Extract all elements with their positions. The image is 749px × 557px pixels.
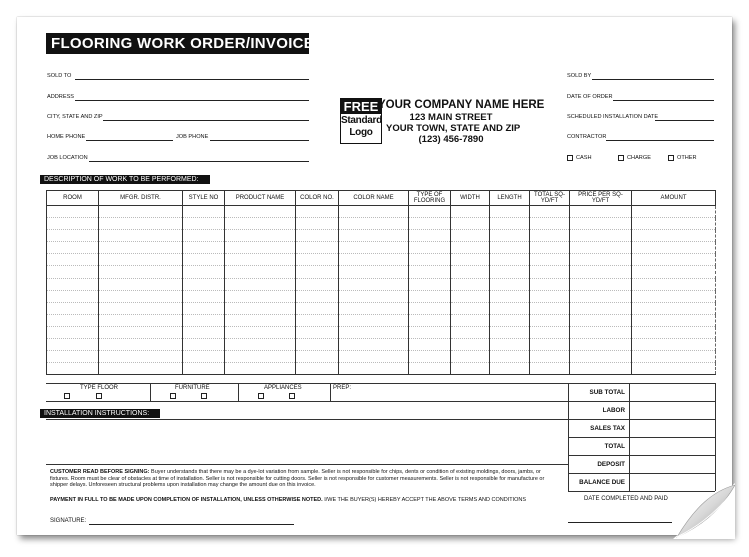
table-cell[interactable] <box>632 351 716 363</box>
table-cell[interactable] <box>530 278 570 290</box>
table-cell[interactable] <box>570 266 632 278</box>
table-cell[interactable] <box>183 351 225 363</box>
table-row <box>47 314 716 326</box>
appliances-label: APPLIANCES <box>264 385 302 391</box>
table-row <box>47 266 716 278</box>
table-cell[interactable] <box>99 242 183 254</box>
sold-to-field[interactable] <box>75 79 309 80</box>
table-cell[interactable] <box>47 351 99 363</box>
installation-rule-1 <box>46 419 568 420</box>
furniture-label: FURNITURE <box>175 385 210 391</box>
type-floor-checkbox-1[interactable] <box>64 393 70 399</box>
table-cell[interactable] <box>99 266 183 278</box>
table-cell[interactable] <box>632 314 716 326</box>
table-cell[interactable] <box>296 254 339 266</box>
table-cell[interactable] <box>570 230 632 242</box>
table-cell[interactable] <box>451 363 490 375</box>
logo-standard-line1: Standard <box>341 115 382 126</box>
table-cell[interactable] <box>409 242 451 254</box>
table-cell[interactable] <box>490 351 530 363</box>
company-name: YOUR COMPANY NAME HERE <box>378 99 545 111</box>
table-cell[interactable] <box>570 254 632 266</box>
table-cell[interactable] <box>339 242 409 254</box>
table-cell[interactable] <box>490 254 530 266</box>
furniture-checkbox-1[interactable] <box>170 393 176 399</box>
table-cell[interactable] <box>570 206 632 218</box>
table-cell[interactable] <box>530 326 570 338</box>
table-cell[interactable] <box>632 339 716 351</box>
table-cell[interactable] <box>530 290 570 302</box>
table-cell[interactable] <box>99 314 183 326</box>
table-cell[interactable] <box>570 351 632 363</box>
table-cell[interactable] <box>451 290 490 302</box>
table-cell[interactable] <box>296 278 339 290</box>
date-completed-label: DATE COMPLETED AND PAID <box>584 496 668 502</box>
table-cell[interactable] <box>183 266 225 278</box>
options-divider-1 <box>150 383 151 401</box>
totals-rule-3 <box>568 437 715 438</box>
table-cell[interactable] <box>570 339 632 351</box>
table-cell[interactable] <box>99 230 183 242</box>
table-cell[interactable] <box>296 314 339 326</box>
page-curl-icon <box>673 483 735 539</box>
table-cell[interactable] <box>451 302 490 314</box>
table-cell[interactable] <box>409 266 451 278</box>
table-cell[interactable] <box>632 278 716 290</box>
table-cell[interactable] <box>451 278 490 290</box>
col-mfgr-distr: MFGR. DISTR. <box>99 191 183 206</box>
table-cell[interactable] <box>451 254 490 266</box>
date-of-order-field[interactable] <box>613 100 714 101</box>
payment-heading: PAYMENT IN FULL TO BE MADE UPON COMPLETION OF INSTALLATION, UNLESS OTHERWISE NOTED. <box>50 497 323 503</box>
table-cell[interactable] <box>490 230 530 242</box>
table-cell[interactable] <box>451 266 490 278</box>
job-location-label: JOB LOCATION <box>47 155 88 161</box>
table-cell[interactable] <box>530 230 570 242</box>
options-top-rule <box>46 383 715 384</box>
table-row <box>47 218 716 230</box>
table-cell[interactable] <box>490 266 530 278</box>
job-location-field[interactable] <box>89 161 309 162</box>
prep-label: PREP: <box>333 385 352 391</box>
cash-label: CASH <box>576 155 592 161</box>
table-cell[interactable] <box>47 242 99 254</box>
table-cell[interactable] <box>490 218 530 230</box>
table-cell[interactable] <box>570 242 632 254</box>
city-state-zip-label: CITY, STATE AND ZIP <box>47 114 103 120</box>
total-label: TOTAL <box>604 443 625 450</box>
logo-standard-line2: Logo <box>349 127 373 138</box>
table-cell[interactable] <box>99 218 183 230</box>
totals-rule-2 <box>568 419 715 420</box>
table-cell[interactable] <box>296 326 339 338</box>
table-cell[interactable] <box>530 266 570 278</box>
table-cell[interactable] <box>99 339 183 351</box>
table-cell[interactable] <box>451 326 490 338</box>
table-cell[interactable] <box>339 363 409 375</box>
table-row <box>47 278 716 290</box>
cash-checkbox[interactable] <box>567 155 573 161</box>
table-cell[interactable] <box>490 339 530 351</box>
table-cell[interactable] <box>99 326 183 338</box>
table-cell[interactable] <box>183 206 225 218</box>
table-cell[interactable] <box>339 351 409 363</box>
table-cell[interactable] <box>339 206 409 218</box>
table-cell[interactable] <box>47 326 99 338</box>
contractor-label: CONTRACTOR <box>567 134 607 140</box>
table-cell[interactable] <box>183 302 225 314</box>
scheduled-installation-field[interactable] <box>655 120 714 121</box>
table-cell[interactable] <box>225 242 296 254</box>
table-cell[interactable] <box>570 314 632 326</box>
appliances-checkbox-2[interactable] <box>289 393 295 399</box>
options-divider-2 <box>238 383 239 401</box>
col-type-of-flooring: TYPE OF FLOORING <box>409 191 451 206</box>
table-cell[interactable] <box>490 302 530 314</box>
table-cell[interactable] <box>632 290 716 302</box>
table-cell[interactable] <box>339 266 409 278</box>
col-amount: AMOUNT <box>632 191 716 206</box>
table-row <box>47 326 716 338</box>
table-cell[interactable] <box>183 218 225 230</box>
col-style-no: STYLE NO <box>183 191 225 206</box>
table-cell[interactable] <box>409 278 451 290</box>
options-bottom-rule <box>46 401 568 402</box>
charge-checkbox[interactable] <box>618 155 624 161</box>
table-cell[interactable] <box>632 266 716 278</box>
table-cell[interactable] <box>451 230 490 242</box>
date-completed-field[interactable] <box>568 522 672 523</box>
city-state-zip-field[interactable] <box>103 120 309 121</box>
table-cell[interactable] <box>530 218 570 230</box>
table-cell[interactable] <box>530 242 570 254</box>
table-row <box>47 230 716 242</box>
table-cell[interactable] <box>47 339 99 351</box>
company-block <box>378 98 545 145</box>
totals-rule-1 <box>568 401 715 402</box>
installation-rule-2 <box>46 464 568 465</box>
type-floor-label: TYPE FLOOR <box>80 385 119 391</box>
table-cell[interactable] <box>530 254 570 266</box>
sales-tax-label: SALES TAX <box>590 425 625 432</box>
table-cell[interactable] <box>47 254 99 266</box>
table-cell[interactable] <box>339 254 409 266</box>
table-row <box>47 290 716 302</box>
table-cell[interactable] <box>296 206 339 218</box>
table-cell[interactable] <box>632 230 716 242</box>
work-table-header <box>47 191 716 206</box>
table-cell[interactable] <box>570 278 632 290</box>
table-cell[interactable] <box>183 230 225 242</box>
table-cell[interactable] <box>409 326 451 338</box>
table-cell[interactable] <box>183 242 225 254</box>
table-cell[interactable] <box>183 339 225 351</box>
table-cell[interactable] <box>570 302 632 314</box>
furniture-checkbox-2[interactable] <box>201 393 207 399</box>
table-cell[interactable] <box>183 278 225 290</box>
table-cell[interactable] <box>570 363 632 375</box>
table-cell[interactable] <box>339 314 409 326</box>
table-cell[interactable] <box>530 206 570 218</box>
table-cell[interactable] <box>225 302 296 314</box>
address-field[interactable] <box>75 100 309 101</box>
table-cell[interactable] <box>339 230 409 242</box>
payment-text: I/WE THE BUYER(S) HEREBY ACCEPT THE ABOVE TERMS AND CONDITIONS <box>324 497 527 503</box>
col-color-name: COLOR NAME <box>339 191 409 206</box>
table-cell[interactable] <box>225 351 296 363</box>
company-town: YOUR TOWN, STATE AND ZIP <box>386 123 521 134</box>
home-phone-label: HOME PHONE <box>47 134 86 140</box>
table-cell[interactable] <box>47 363 99 375</box>
table-cell[interactable] <box>99 351 183 363</box>
table-cell[interactable] <box>225 339 296 351</box>
table-row <box>47 302 716 314</box>
table-cell[interactable] <box>632 206 716 218</box>
table-cell[interactable] <box>490 314 530 326</box>
sold-by-field[interactable] <box>592 79 714 80</box>
standard-logo <box>340 98 382 144</box>
table-row <box>47 339 716 351</box>
table-cell[interactable] <box>296 290 339 302</box>
table-cell[interactable] <box>339 339 409 351</box>
col-color-no: COLOR NO. <box>296 191 339 206</box>
job-phone-label: JOB PHONE <box>176 134 209 140</box>
table-cell[interactable] <box>339 326 409 338</box>
job-phone-field[interactable] <box>210 140 309 141</box>
customer-read-body: Buyer understands that there may be a dye-lot variation from sample. Seller is not responsible for chips, dents or condition of existing moldings, doors, jambs, or fixtures. Room must be clear of obstacles at time of installation. Seller is not responsible for cutting doors. Seller is not responsible for customer measurements. Seller is not responsible for manufacture or shipper delays. Unforeseen structural problems upon installation may change the amount due on this invoice. <box>50 469 545 489</box>
address-label: ADDRESS <box>47 94 75 100</box>
logo-standard-text <box>341 115 381 139</box>
table-cell[interactable] <box>409 230 451 242</box>
table-cell[interactable] <box>409 218 451 230</box>
form-title: FLOORING WORK ORDER/INVOICE <box>46 33 309 54</box>
table-cell[interactable] <box>225 266 296 278</box>
table-cell[interactable] <box>530 302 570 314</box>
table-cell[interactable] <box>570 290 632 302</box>
table-cell[interactable] <box>47 218 99 230</box>
totals-rule-5 <box>568 473 715 474</box>
table-cell[interactable] <box>451 218 490 230</box>
table-cell[interactable] <box>530 363 570 375</box>
home-phone-field[interactable] <box>86 140 173 141</box>
table-row <box>47 242 716 254</box>
table-cell[interactable] <box>632 242 716 254</box>
table-cell[interactable] <box>339 218 409 230</box>
table-cell[interactable] <box>530 339 570 351</box>
deposit-label: DEPOSIT <box>597 461 625 468</box>
table-row <box>47 351 716 363</box>
table-cell[interactable] <box>47 230 99 242</box>
table-cell[interactable] <box>296 363 339 375</box>
table-cell[interactable] <box>99 278 183 290</box>
table-cell[interactable] <box>225 290 296 302</box>
labor-label: LABOR <box>602 407 625 414</box>
totals-right-border <box>715 383 716 491</box>
table-cell[interactable] <box>490 242 530 254</box>
table-cell[interactable] <box>339 278 409 290</box>
table-cell[interactable] <box>225 254 296 266</box>
logo-free-text: FREE <box>341 99 381 114</box>
col-total-sq: TOTAL SQ-YD/FT <box>530 191 570 206</box>
table-cell[interactable] <box>99 254 183 266</box>
table-cell[interactable] <box>296 339 339 351</box>
table-cell[interactable] <box>47 290 99 302</box>
table-cell[interactable] <box>530 314 570 326</box>
table-cell[interactable] <box>632 363 716 375</box>
table-cell[interactable] <box>47 206 99 218</box>
table-cell[interactable] <box>47 302 99 314</box>
other-label: OTHER <box>677 155 697 161</box>
table-cell[interactable] <box>451 206 490 218</box>
table-cell[interactable] <box>99 363 183 375</box>
table-cell[interactable] <box>409 290 451 302</box>
table-cell[interactable] <box>570 326 632 338</box>
table-cell[interactable] <box>47 266 99 278</box>
customer-read-text <box>50 469 560 489</box>
col-length: LENGTH <box>490 191 530 206</box>
installation-section-label: INSTALLATION INSTRUCTIONS: <box>40 409 160 418</box>
table-row <box>47 363 716 375</box>
table-cell[interactable] <box>183 290 225 302</box>
sold-to-label: SOLD TO <box>47 73 72 79</box>
table-cell[interactable] <box>490 363 530 375</box>
table-cell[interactable] <box>47 314 99 326</box>
contractor-field[interactable] <box>606 140 714 141</box>
col-price-per-sq: PRICE PER SQ-YD/FT <box>570 191 632 206</box>
col-room: ROOM <box>47 191 99 206</box>
table-cell[interactable] <box>570 218 632 230</box>
table-cell[interactable] <box>490 326 530 338</box>
table-cell[interactable] <box>225 230 296 242</box>
table-cell[interactable] <box>451 314 490 326</box>
customer-read-heading: CUSTOMER READ BEFORE SIGNING: <box>50 469 150 475</box>
table-cell[interactable] <box>409 339 451 351</box>
table-cell[interactable] <box>296 230 339 242</box>
table-cell[interactable] <box>451 339 490 351</box>
table-cell[interactable] <box>530 351 570 363</box>
table-cell[interactable] <box>490 278 530 290</box>
table-cell[interactable] <box>409 206 451 218</box>
table-cell[interactable] <box>409 254 451 266</box>
table-row <box>47 206 716 218</box>
scheduled-installation-label: SCHEDULED INSTALLATION DATE <box>567 114 659 120</box>
table-cell[interactable] <box>409 314 451 326</box>
table-cell[interactable] <box>225 218 296 230</box>
table-cell[interactable] <box>451 242 490 254</box>
company-street: 123 MAIN STREET <box>409 112 493 123</box>
table-cell[interactable] <box>225 206 296 218</box>
signature-field[interactable] <box>89 524 294 525</box>
options-divider-3 <box>330 383 331 401</box>
table-cell[interactable] <box>225 278 296 290</box>
company-phone: (123) 456-7890 <box>418 134 484 145</box>
work-table <box>46 190 716 375</box>
table-cell[interactable] <box>632 218 716 230</box>
table-cell[interactable] <box>183 314 225 326</box>
table-cell[interactable] <box>296 302 339 314</box>
table-cell[interactable] <box>225 314 296 326</box>
table-cell[interactable] <box>409 363 451 375</box>
table-cell[interactable] <box>296 266 339 278</box>
col-product-name: PRODUCT NAME <box>225 191 296 206</box>
other-checkbox[interactable] <box>668 155 674 161</box>
appliances-checkbox-1[interactable] <box>258 393 264 399</box>
col-width: WIDTH <box>451 191 490 206</box>
type-floor-checkbox-2[interactable] <box>96 393 102 399</box>
table-cell[interactable] <box>490 206 530 218</box>
totals-rule-4 <box>568 455 715 456</box>
subtotal-label: SUB TOTAL <box>589 389 625 396</box>
table-cell[interactable] <box>409 351 451 363</box>
date-of-order-label: DATE OF ORDER <box>567 94 613 100</box>
table-cell[interactable] <box>183 254 225 266</box>
table-cell[interactable] <box>225 326 296 338</box>
table-cell[interactable] <box>409 302 451 314</box>
sold-by-label: SOLD BY <box>567 73 592 79</box>
table-cell[interactable] <box>225 363 296 375</box>
table-cell[interactable] <box>183 326 225 338</box>
table-cell[interactable] <box>451 351 490 363</box>
table-cell[interactable] <box>99 302 183 314</box>
table-cell[interactable] <box>296 242 339 254</box>
description-section-label: DESCRIPTION OF WORK TO BE PERFORMED: <box>40 175 210 184</box>
table-cell[interactable] <box>490 290 530 302</box>
table-cell[interactable] <box>632 302 716 314</box>
table-cell[interactable] <box>632 254 716 266</box>
table-cell[interactable] <box>47 278 99 290</box>
table-cell[interactable] <box>296 351 339 363</box>
table-cell[interactable] <box>296 218 339 230</box>
table-cell[interactable] <box>339 290 409 302</box>
table-cell[interactable] <box>99 206 183 218</box>
payment-terms <box>50 497 570 504</box>
table-cell[interactable] <box>183 363 225 375</box>
table-cell[interactable] <box>632 326 716 338</box>
balance-due-label: BALANCE DUE <box>579 479 625 486</box>
signature-label: SIGNATURE: <box>50 518 87 524</box>
charge-label: CHARGE <box>627 155 651 161</box>
table-cell[interactable] <box>99 290 183 302</box>
table-row <box>47 254 716 266</box>
table-cell[interactable] <box>339 302 409 314</box>
